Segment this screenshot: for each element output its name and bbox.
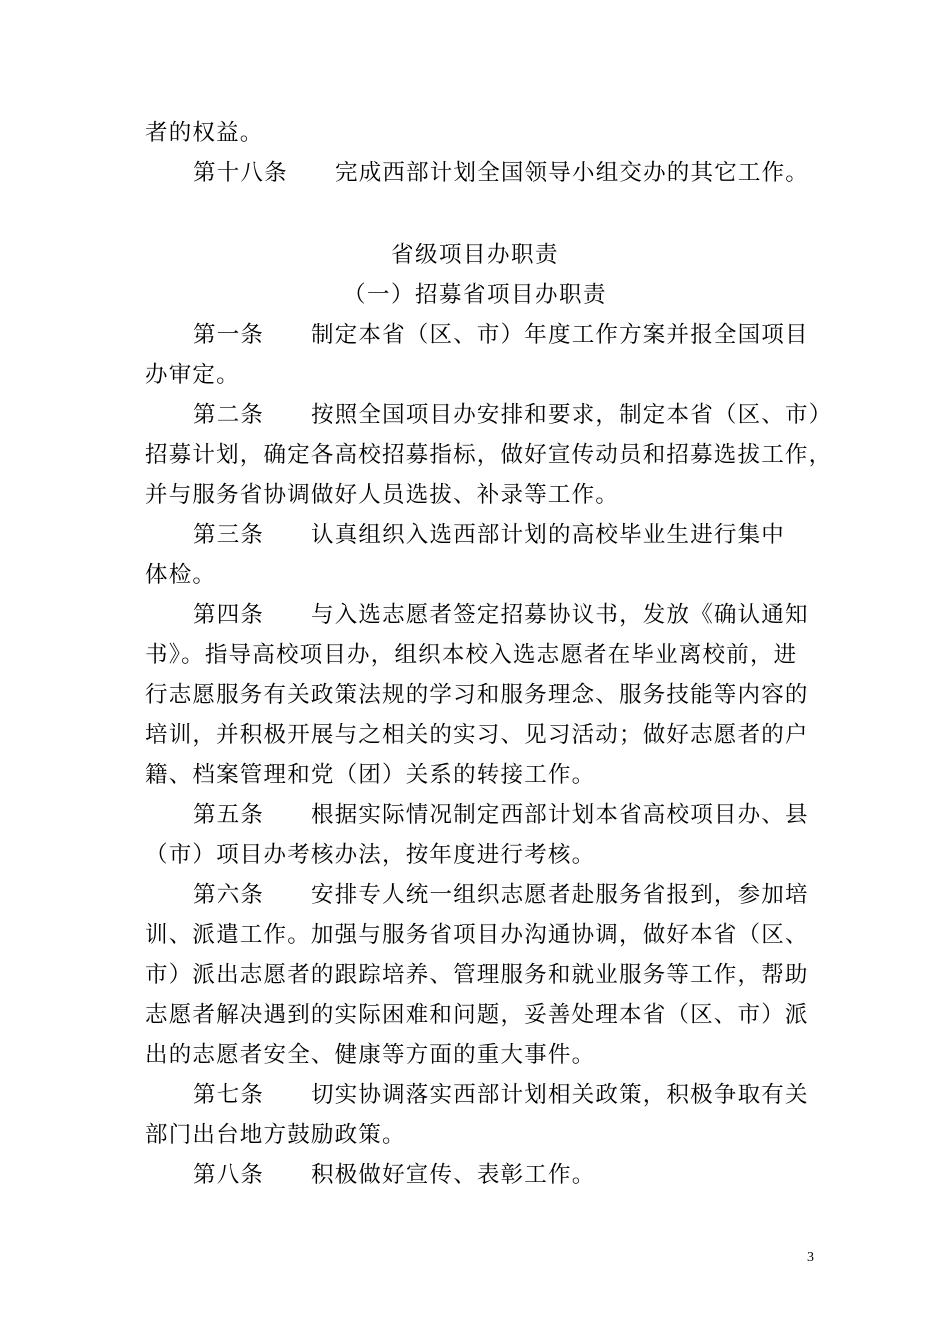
article-label: 第三条 — [193, 522, 265, 548]
article-label: 第四条 — [193, 602, 265, 628]
article-label: 第七条 — [193, 1082, 265, 1108]
article-text: 制定本省（区、市）年度工作方案并报全国项目 — [311, 322, 809, 348]
article-line: 培训，并积极开展与之相关的实习、见习活动；做好志愿者的户 — [145, 722, 809, 748]
article-line: 部门出台地方鼓励政策。 — [145, 1122, 406, 1148]
article-5 — [193, 800, 863, 830]
page-number: 3 — [807, 1250, 814, 1265]
article-text: 完成西部计划全国领导小组交办的其它工作。 — [335, 160, 810, 186]
article-text: 积极做好宣传、表彰工作。 — [311, 1162, 596, 1188]
section-subtitle: （一）招募省项目办职责 — [342, 282, 607, 308]
article-18 — [193, 158, 863, 188]
article-6 — [193, 880, 863, 910]
article-line: 出的志愿者安全、健康等方面的重大事件。 — [145, 1042, 596, 1068]
article-7 — [193, 1080, 863, 1110]
article-text: 根据实际情况制定西部计划本省高校项目办、县 — [311, 802, 809, 828]
article-label: 第八条 — [193, 1162, 265, 1188]
article-label: 第六条 — [193, 882, 265, 908]
article-label: 第一条 — [193, 322, 265, 348]
section-title: 省级项目办职责 — [390, 242, 559, 268]
article-line: 体检。 — [145, 562, 217, 588]
article-8 — [193, 1160, 863, 1190]
article-text: 切实协调落实西部计划相关政策，积极争取有关 — [311, 1082, 809, 1108]
continuation-line: 者的权益。 — [145, 120, 264, 146]
article-3 — [193, 520, 863, 550]
article-line: 招募计划，确定各高校招募指标，做好宣传动员和招募选拔工作， — [145, 442, 833, 468]
article-line: 办审定。 — [145, 362, 240, 388]
article-4 — [193, 600, 863, 630]
article-line: （市）项目办考核办法，按年度进行考核。 — [145, 842, 596, 868]
article-1 — [193, 320, 863, 350]
article-text: 安排专人统一组织志愿者赴服务省报到，参加培 — [311, 882, 809, 908]
article-text: 与入选志愿者签定招募协议书，发放《确认通知 — [311, 602, 809, 628]
article-text: 按照全国项目办安排和要求，制定本省（区、市） — [311, 402, 833, 428]
article-line: 行志愿服务有关政策法规的学习和服务理念、服务技能等内容的 — [145, 682, 809, 708]
article-text: 认真组织入选西部计划的高校毕业生进行集中 — [311, 522, 786, 548]
article-line: 志愿者解决遇到的实际困难和问题，妥善处理本省（区、市）派 — [145, 1002, 809, 1028]
article-label: 第十八条 — [193, 160, 288, 186]
article-line: 训、派遣工作。加强与服务省项目办沟通协调，做好本省（区、 — [145, 922, 809, 948]
article-line: 市）派出志愿者的跟踪培养、管理服务和就业服务等工作，帮助 — [145, 962, 809, 988]
article-line: 书》。指导高校项目办，组织本校入选志愿者在毕业离校前，进 — [145, 642, 798, 668]
article-label: 第五条 — [193, 802, 265, 828]
article-line: 并与服务省协调做好人员选拔、补录等工作。 — [145, 482, 620, 508]
article-label: 第二条 — [193, 402, 265, 428]
article-2 — [193, 400, 863, 430]
article-line: 籍、档案管理和党（团）关系的转接工作。 — [145, 762, 596, 788]
